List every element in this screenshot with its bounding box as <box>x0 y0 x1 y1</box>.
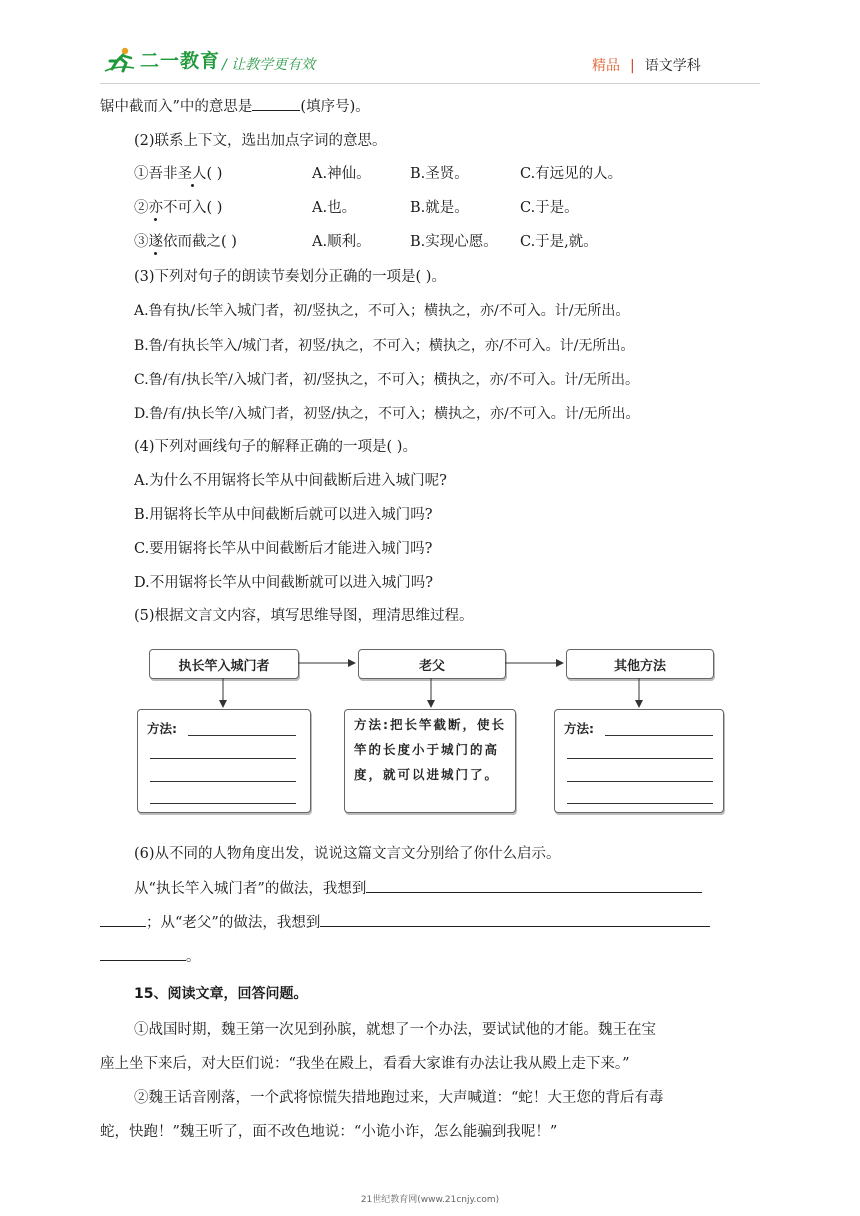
mm-box-pole-carrier: 执长竿入城门者 <box>149 649 299 679</box>
fill-line[interactable] <box>605 735 713 736</box>
logo <box>104 46 220 73</box>
q4-option-d: D.不用锯将长竿从中间截断就可以进入城门吗? <box>134 575 433 591</box>
fill-line[interactable] <box>188 735 296 736</box>
q3-option-d: D.鲁/有/执长竿/入城门者，初竖/执之，不可入；横执之，亦/不可入。计/无所出。 <box>134 406 640 422</box>
mm-panel-text <box>354 712 510 787</box>
dotted-word: 遂 <box>148 234 163 250</box>
question-4: (4)下列对画线句子的解释正确的一项是( )。 <box>134 439 417 455</box>
option-b: B.圣贤。 <box>410 166 469 182</box>
q3-option-b: B.鲁/有执长竿入/城门者，初竖/执之，不可入；横执之，亦/不可入。计/无所出。 <box>134 338 635 354</box>
line-text: 。 <box>186 949 201 965</box>
answer-paren[interactable]: 不可入( ) <box>163 200 223 216</box>
paragraph-2-line-2: 蛇，快跑！”魏王听了，面不改色地说：“小诡小诈，怎么能骗到我呢！” <box>100 1124 558 1140</box>
option-c: C.于是,就。 <box>520 234 598 250</box>
mm-box-old-man: 老父 <box>358 649 506 679</box>
q3-option-a: A.鲁有执/长竿入城门者，初/竖执之，不可入；横执之，亦/不可入。计/无所出。 <box>134 303 630 319</box>
header-rule <box>100 83 760 84</box>
q3-option-c: C.鲁/有/执长竿/入城门者，初/竖执之，不可入；横执之，亦/不可入。计/无所出。 <box>134 372 639 388</box>
line-text: 从“执长竿入城门者”的做法，我想到 <box>134 881 367 897</box>
line-text: ③ <box>134 234 149 250</box>
header-separator: | <box>630 58 635 74</box>
line-text: ；从“老父”的做法，我想到 <box>146 915 321 931</box>
mm-box-other-methods: 其他方法 <box>566 649 714 679</box>
answer-blank[interactable] <box>252 96 300 111</box>
header-right <box>592 55 701 75</box>
subject-label: 语文学科 <box>644 58 701 74</box>
paragraph-1-line-1: ①战国时期，魏王第一次见到孙膑，就想了一个办法，要试试他的才能。魏王在宝 <box>134 1022 656 1038</box>
q4-option-b: B.用锯将长竿从中间截断后就可以进入城门吗? <box>134 507 433 523</box>
question-6: (6)从不同的人物角度出发，说说这篇文言文分别给了你什么启示。 <box>134 846 561 862</box>
fill-line[interactable] <box>150 781 296 782</box>
option-a: A.神仙。 <box>312 166 371 182</box>
answer-blank[interactable] <box>320 912 710 927</box>
mm-panel-old-man <box>344 709 516 813</box>
paragraph-1-line-2: 座上坐下来后，对大臣们说：“我坐在殿上，看看大家谁有办法让我从殿上走下来。” <box>100 1056 630 1072</box>
answer-blank[interactable] <box>366 878 702 893</box>
answer-blank[interactable] <box>100 912 146 927</box>
method-label: 方法: <box>564 721 594 736</box>
line-text: ①吾非 <box>134 166 178 182</box>
question-2: (2)联系上下文，选出加点字词的意思。 <box>134 133 387 149</box>
runner-logo-icon <box>104 47 136 73</box>
method-label: 方法: <box>354 717 390 732</box>
option-c: C.有远见的人。 <box>520 166 623 182</box>
option-a: A.顺利。 <box>312 234 371 250</box>
mm-panel-pole-carrier <box>137 709 311 813</box>
method-label: 方法: <box>147 721 177 736</box>
fill-line[interactable] <box>150 803 296 804</box>
q6-line-1 <box>134 878 702 899</box>
line-text: (填序号)。 <box>300 99 370 115</box>
question-3: (3)下列对句子的朗读节奏划分正确的一项是( )。 <box>134 269 446 285</box>
q4-option-a: A.为什么不用锯将长竿从中间截断后进入城门呢? <box>134 473 447 489</box>
q2-item-2 <box>134 198 222 218</box>
q4-option-c: C.要用锯将长竿从中间截断后才能进入城门吗? <box>134 541 433 557</box>
fill-line[interactable] <box>567 781 713 782</box>
dotted-word: 亦 <box>148 200 163 216</box>
q2-item-1 <box>134 164 222 184</box>
question-15-title: 15、阅读文章，回答问题。 <box>134 986 308 1002</box>
page-header <box>0 0 860 84</box>
answer-paren[interactable]: ( ) <box>206 166 223 182</box>
q6-line-2 <box>100 912 710 933</box>
option-b: B.就是。 <box>410 200 469 216</box>
dotted-word: 圣人 <box>177 166 207 182</box>
fill-line[interactable] <box>567 803 713 804</box>
method-text: 把长竿截断，使长竿的长度小于城门的高度，就可以进城门了。 <box>354 717 507 782</box>
paragraph-2-line-1: ②魏王话音刚落，一个武将惊慌失措地跑过来，大声喊道：“蛇！大王您的背后有毒 <box>134 1090 664 1106</box>
mm-panel-other-methods <box>554 709 724 813</box>
q6-line-3 <box>100 946 201 967</box>
q2-item-3 <box>134 232 237 252</box>
answer-paren[interactable]: 依而截之( ) <box>163 234 237 250</box>
question-5: (5)根据文言文内容，填写思维导图，理清思维过程。 <box>134 608 474 624</box>
fill-line[interactable] <box>567 758 713 759</box>
text-line <box>100 96 370 117</box>
option-b: B.实现心愿。 <box>410 234 498 250</box>
logo-text: 二一教育 <box>140 50 221 72</box>
page-footer: 21世纪教育网(www.21cnjy.com) <box>360 1195 500 1205</box>
option-c: C.于是。 <box>520 200 579 216</box>
premium-label: 精品 <box>592 58 620 74</box>
option-a: A.也。 <box>312 200 357 216</box>
fill-line[interactable] <box>150 758 296 759</box>
line-text: ② <box>134 200 149 216</box>
answer-blank[interactable] <box>100 946 186 961</box>
line-text: 锯中截而入”中的意思是 <box>100 99 253 115</box>
slogan: / 让教学更有效 <box>222 57 316 73</box>
